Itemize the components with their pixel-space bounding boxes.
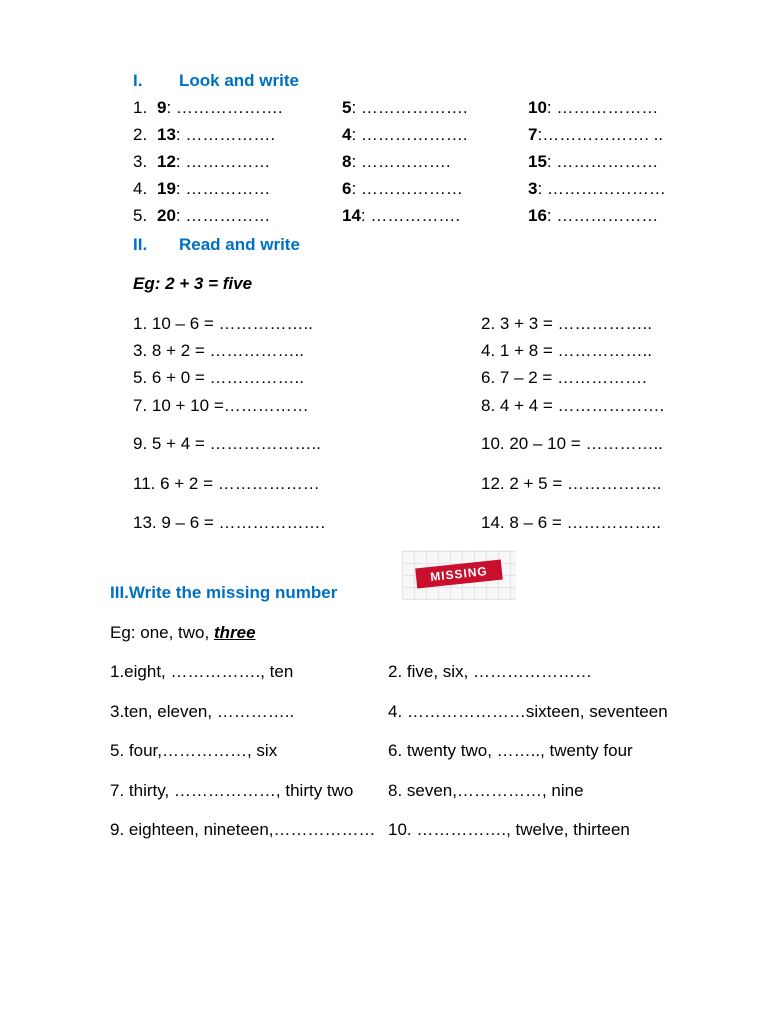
answer-blank: : ………………. (351, 98, 468, 117)
row-number: 3. (133, 152, 148, 171)
example-answer: three (213, 623, 256, 642)
number-item (157, 125, 275, 145)
answer-blank: : ……………… (546, 152, 659, 171)
equation-item: 7. 10 + 10 =…………… (133, 396, 309, 415)
number-item (528, 152, 658, 172)
missing-number-item: 9. eighteen, nineteen,……………… (110, 820, 376, 839)
number-item (157, 152, 270, 172)
missing-banner: MISSING (415, 560, 503, 589)
equation-item: 4. 1 + 8 = …………….. (481, 341, 653, 360)
number-item (157, 206, 270, 226)
section-1-title: Look and write (179, 71, 299, 90)
missing-number-item: 3.ten, eleven, ………….. (110, 702, 295, 721)
missing-number-item: 10. ……………., twelve, thirteen (388, 820, 630, 839)
answer-blank: : …………… (175, 179, 271, 198)
answer-blank: : ……………. (175, 125, 276, 144)
number-value: 19 (157, 179, 176, 198)
answer-blank: : …………… (175, 152, 271, 171)
number-item (342, 179, 463, 199)
equation-item: 5. 6 + 0 = …………….. (133, 368, 305, 387)
section-3-example (110, 623, 256, 643)
missing-number-item: 1.eight, ……………., ten (110, 662, 294, 681)
number-value: 8 (342, 152, 352, 171)
number-item (528, 125, 663, 145)
answer-blank: : ………………… (537, 179, 666, 198)
missing-number-item: 7. thirty, ………………, thirty two (110, 781, 354, 800)
equation-item: 11. 6 + 2 = ……………… (133, 474, 320, 493)
number-item (342, 98, 468, 118)
number-value: 4 (342, 125, 352, 144)
number-item (528, 98, 658, 118)
missing-number-item: 8. seven,……………, nine (388, 781, 584, 800)
number-value: 3 (528, 179, 538, 198)
equation-item: 1. 10 – 6 = …………….. (133, 314, 313, 333)
section-2-title: Read and write (179, 235, 300, 254)
row-number: 4. (133, 179, 148, 198)
answer-blank: : ………………. (351, 125, 468, 144)
answer-blank: : ……………… (546, 206, 659, 225)
number-item (157, 179, 270, 199)
number-item (528, 179, 666, 199)
number-value: 20 (157, 206, 176, 225)
example-prefix: Eg: one, two, (110, 623, 214, 642)
missing-number-item: 4. …………………sixteen, seventeen (388, 702, 668, 721)
answer-blank: :………………. .. (537, 125, 664, 144)
equation-item: 3. 8 + 2 = …………….. (133, 341, 305, 360)
equation-item: 12. 2 + 5 = …………….. (481, 474, 662, 493)
number-value: 14 (342, 206, 361, 225)
number-value: 5 (342, 98, 352, 117)
equation-item: 2. 3 + 3 = …………….. (481, 314, 653, 333)
answer-blank: : ……………… (546, 98, 659, 117)
number-value: 7 (528, 125, 538, 144)
number-value: 9 (157, 98, 167, 117)
section-2-numeral: II. (133, 235, 148, 254)
answer-blank: : ……………. (360, 206, 461, 225)
missing-number-item: 5. four,……………, six (110, 741, 278, 760)
equation-item: 9. 5 + 4 = ……………….. (133, 434, 322, 453)
equation-item: 13. 9 – 6 = ………………. (133, 513, 326, 532)
number-item (342, 206, 460, 226)
equation-item: 6. 7 – 2 = ……………. (481, 368, 647, 387)
equation-item: 8. 4 + 4 = ………………. (481, 396, 665, 415)
number-value: 15 (528, 152, 547, 171)
missing-number-item: 6. twenty two, …….., twenty four (388, 741, 633, 760)
row-number: 2. (133, 125, 148, 144)
section-3-title: III.Write the missing number (110, 583, 338, 602)
number-item (157, 98, 283, 118)
number-value: 16 (528, 206, 547, 225)
answer-blank: : ………………. (166, 98, 283, 117)
section-2-example: Eg: 2 + 3 = five (133, 274, 253, 293)
missing-number-item: 2. five, six, ………………… (388, 662, 593, 681)
number-value: 6 (342, 179, 352, 198)
answer-blank: : …………… (175, 206, 271, 225)
number-item (342, 125, 468, 145)
section-1-numeral: I. (133, 71, 143, 90)
answer-blank: : ……………… (351, 179, 463, 198)
row-number: 1. (133, 98, 148, 117)
number-value: 10 (528, 98, 547, 117)
number-value: 13 (157, 125, 176, 144)
equation-item: 10. 20 – 10 = ………….. (481, 434, 663, 453)
number-item (342, 152, 451, 172)
answer-blank: : ……………. (351, 152, 451, 171)
missing-puzzle-image (402, 550, 516, 600)
row-number: 5. (133, 206, 148, 225)
equation-item: 14. 8 – 6 = …………….. (481, 513, 661, 532)
number-value: 12 (157, 152, 176, 171)
number-item (528, 206, 658, 226)
